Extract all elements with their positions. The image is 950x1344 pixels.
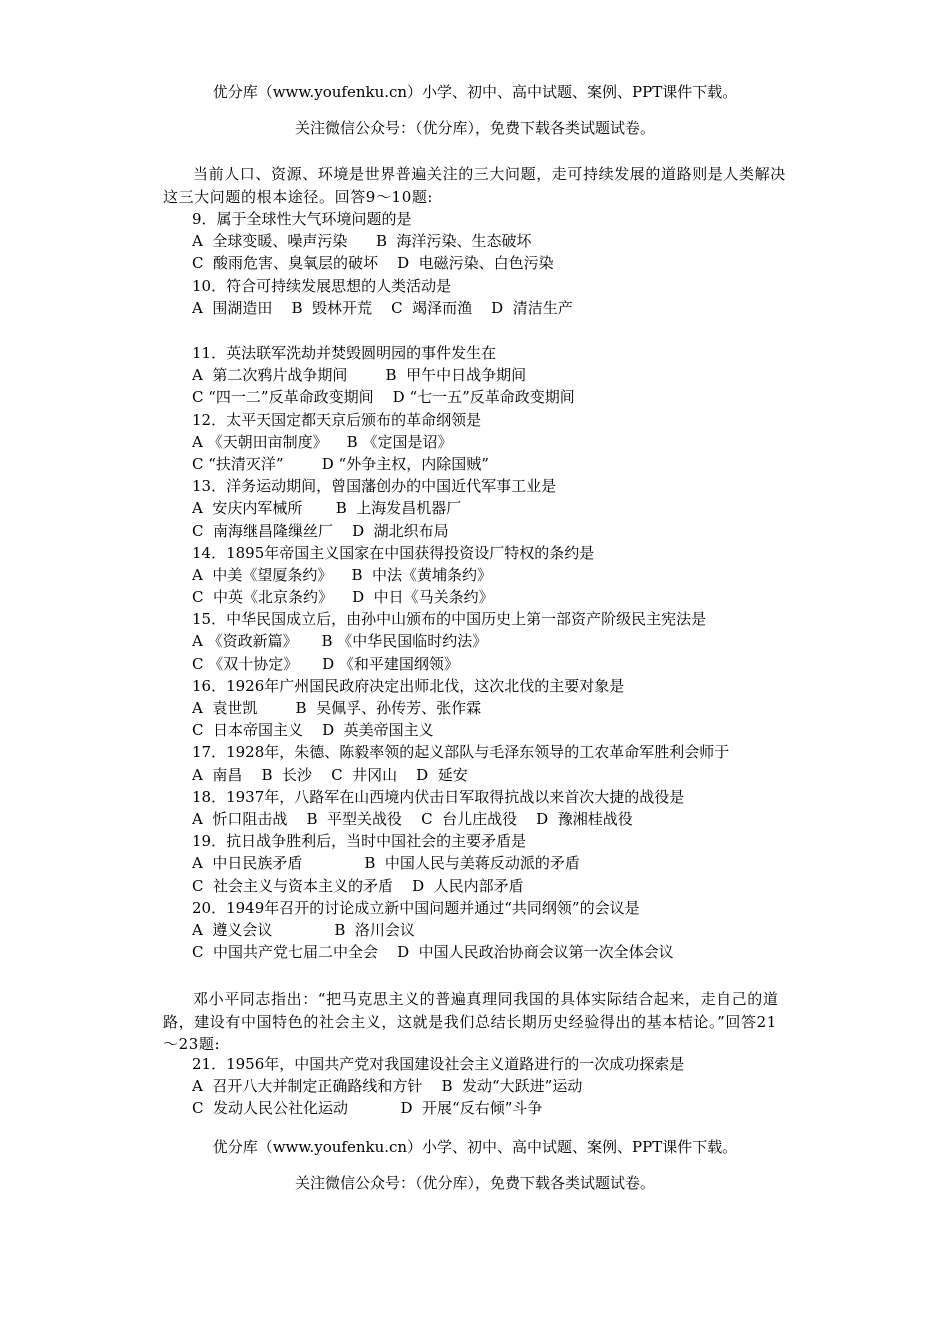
header-line-2: 关注微信公众号：（优分库），免费下载各类试题试卷。 — [294, 119, 655, 137]
answer-options: A 全球变暖、噪声污染 B 海洋污染、生态破坏 — [192, 232, 532, 251]
answer-options: A 袁世凯 B 吴佩孚、孙传芳、张作霖 — [192, 699, 482, 717]
question-line: 15．中华民国成立后，由孙中山颁布的中国历史上第一部资产阶级民主宪法是 — [192, 610, 707, 629]
answer-options: A 忻口阻击战 B 平型关战役 C 台儿庄战役 D 豫湘桂战役 — [192, 809, 633, 828]
answer-options: A 第二次鸦片战争期间 B 甲午中日战争期间 — [192, 366, 527, 385]
question-line: 17．1928年，朱德、陈毅率领的起义部队与毛泽东领导的工农革命军胜利会师于 — [192, 743, 730, 762]
question-line: 11．英法联军洗劫并焚毁圆明园的事件发生在 — [192, 344, 497, 362]
question-line: C 中国共产党七届二中全会 D 中国人民政治协商会议第一次全体会议 — [192, 943, 674, 962]
answer-options: A 安庆内军械所 B 上海发昌机器厂 — [192, 499, 462, 518]
footer-line-1: 优分库（www.youfenku.cn）小学、初中、高中试题、案例、PPT课件下载。 — [212, 1138, 738, 1156]
answer-options: A 召开八大并制定正确路线和方针 B 发动“大跃进”运动 — [192, 1077, 583, 1096]
question-block-9-10 — [192, 208, 792, 319]
intro-passage-2: 邓小平同志指出：“把马克思主义的普遍真理同我国的具体实际结合起来，走自己的道路，建设有中国特色的社会主义，这就是我们总结长期历史经验得出的基本桔论。”回答21～23题: — [163, 990, 779, 1053]
answer-options: C “四一二”反革命政变期间 D “七一五”反革命政变期间 — [192, 388, 575, 407]
question-line: 18．1937年，八路军在山西境内伏击日军取得抗战以来首次大捷的战役是 — [192, 787, 685, 806]
question-block-11-20 — [192, 342, 792, 1008]
answer-options: C “扶清灭洋” D “外争主权，内除国贼” — [192, 454, 489, 473]
footer-line-2: 关注微信公众号：（优分库），免费下载各类试题试卷。 — [294, 1174, 655, 1192]
question-line: 9．属于全球性大气环境问题的是 — [192, 210, 412, 228]
answer-options: A 《天朝田亩制度》 B 《定国是诏》 — [192, 432, 453, 451]
answer-options: A 围湖造田 B 毁林开荒 C 竭泽而渔 D 清洁生产 — [192, 298, 573, 317]
header-line-1: 优分库（www.youfenku.cn）小学、初中、高中试题、案例、PPT课件下载。 — [212, 83, 738, 101]
answer-options: C 中英《北京条约》 D 中日《马关条约》 — [192, 588, 494, 607]
answer-options: C 发动人民公社化运动 D 开展“反右倾”斗争 — [192, 1099, 543, 1118]
answer-options: C 《双十协定》 D 《和平建国纲领》 — [192, 654, 459, 673]
answer-options: A 中日民族矛盾 B 中国人民与美蒋反动派的矛盾 — [192, 854, 580, 873]
answer-options: C 南海继昌隆缫丝厂 D 湖北织布局 — [192, 521, 449, 540]
question-line: C 社会主义与资本主义的矛盾 D 人民内部矛盾 — [192, 876, 524, 895]
answer-options: C 酸雨危害、臭氧层的破坏 D 电磁污染、白色污染 — [192, 254, 554, 273]
intro-passage-1: 当前人口、资源、环境是世界普遍关注的三大问题，走可持续发展的道路则是人类解决这三大问题的根本途径。回答9～10题: — [163, 165, 786, 206]
answer-options: A 中美《望厦条约》 B 中法《黄埔条约》 — [192, 565, 493, 584]
question-line: 13．洋务运动期间，曾国藩创办的中国近代军事工业是 — [192, 477, 557, 496]
question-line: 12．太平天国定都天京后颁布的革命纲领是 — [192, 410, 482, 429]
answer-options: A 遵义会议 B 洛川会议 — [192, 920, 415, 939]
answer-options: 20．1949年召开的讨论成立新中国问题并通过“共同纲领”的会议是 — [192, 898, 640, 917]
answer-options — [192, 963, 792, 985]
question-line: 19．抗日战争胜利后，当时中国社会的主要矛盾是 — [192, 832, 527, 851]
answer-options: C 日本帝国主义 D 英美帝国主义 — [192, 721, 434, 740]
question-line: 10．符合可持续发展思想的人类活动是 — [192, 276, 452, 295]
question-line: 21．1956年，中国共产党对我国建设社会主义道路进行的一次成功探索是 — [192, 1055, 685, 1073]
answer-options: A 南昌 B 长沙 C 井冈山 D 延安 — [192, 765, 468, 784]
answer-options: A 《资政新篇》 B 《中华民国临时约法》 — [192, 632, 488, 651]
question-line: 14．1895年帝国主义国家在中国获得投资设厂特权的条约是 — [192, 543, 595, 562]
question-line: 16．1926年广州国民政府决定出师北伐，这次北伐的主要对象是 — [192, 676, 625, 695]
question-block-21 — [192, 1053, 792, 1120]
